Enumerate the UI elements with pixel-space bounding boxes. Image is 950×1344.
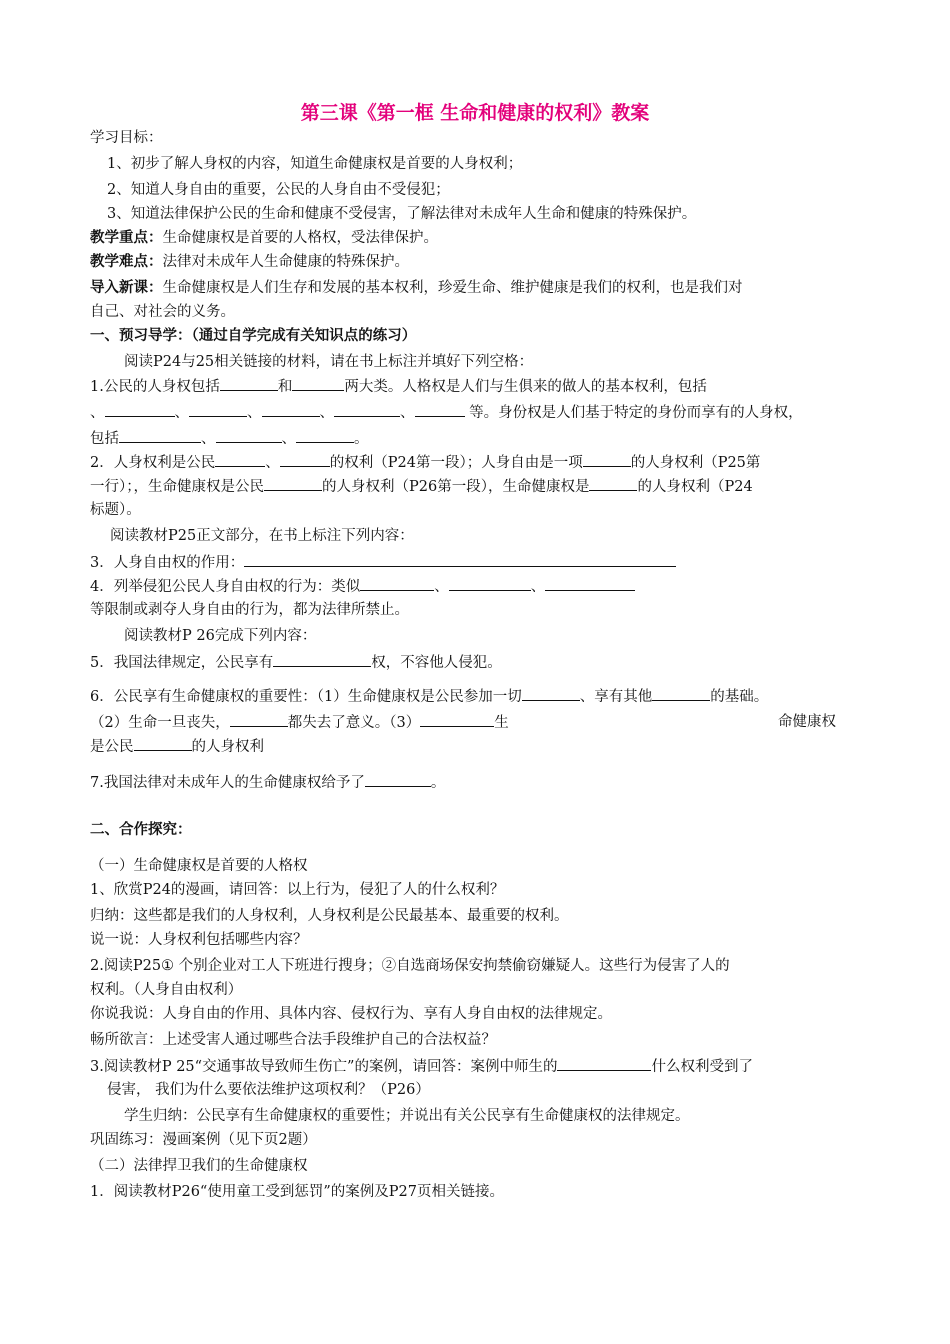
- section2-last-line: 1．阅读教材P26“使用童工受到惩罚”的案例及P27页相关链接。: [90, 1184, 504, 1200]
- blank[interactable]: [360, 576, 434, 591]
- q3-text: 3.阅读教材P 25“交通事故导致师生伤亡”的案例，请回答：案例中师生的: [90, 1059, 558, 1075]
- blank[interactable]: [365, 772, 431, 787]
- q1-text: 两大类。人格权是人们与生俱来的做人的基本权利，包括: [344, 379, 707, 395]
- objective-item-1: 1、初步了解人身权的内容，知道生命健康权是首要的人身权利；: [107, 156, 523, 172]
- blank[interactable]: [545, 576, 635, 591]
- question-7: [90, 772, 445, 793]
- question-6-line-2: [90, 712, 509, 733]
- intro-label: 导入新课：: [90, 280, 163, 296]
- blank[interactable]: [296, 428, 354, 443]
- q2-text: 一行）；，生命健康权是公民: [90, 479, 264, 495]
- reading-instruction-2: 阅读教材P25正文部分，在书上标注下列内容：: [110, 528, 414, 544]
- blank[interactable]: [415, 402, 465, 417]
- question-1-line-2: [90, 402, 803, 423]
- section2-heading: 二、合作探究：: [90, 822, 192, 838]
- blank[interactable]: [522, 686, 580, 701]
- question-2-line-1: [90, 452, 760, 473]
- blank[interactable]: [280, 452, 330, 467]
- blank[interactable]: [334, 402, 400, 417]
- blank[interactable]: [262, 402, 320, 417]
- section2-line: 你说我说：人身自由的作用、具体内容、侵权行为、享有人身自由权的法律规定。: [90, 1006, 612, 1022]
- q1-text: 和: [277, 379, 293, 395]
- section2-line: 1、欣赏P24的漫画，请回答：以上行为，侵犯了人的什么权利？: [90, 882, 505, 898]
- q1-text: 。: [354, 431, 369, 447]
- q5-text: 权，不容他人侵犯。: [371, 655, 502, 671]
- question-4-line-2: 等限制或剥夺人身自由的行为，都为法律所禁止。: [90, 602, 409, 618]
- q6-text: 的人身权利: [191, 739, 264, 755]
- q3-text: 什么权利受到了: [651, 1059, 753, 1075]
- blank[interactable]: [264, 476, 322, 491]
- blank[interactable]: [230, 712, 288, 727]
- difficulty: [90, 252, 409, 272]
- blank[interactable]: [420, 712, 494, 727]
- section1-heading: 一、预习导学：（通过自学完成有关知识点的练习）: [90, 328, 417, 344]
- blank[interactable]: [273, 652, 371, 667]
- key-point-text: 生命健康权是首要的人格权，受法律保护。: [162, 230, 438, 246]
- blank[interactable]: [216, 428, 282, 443]
- section2-line: 归纳：这些都是我们的人身权利，人身权利是公民最基本、最重要的权利。: [90, 908, 569, 924]
- question-5: [90, 652, 502, 673]
- blank[interactable]: [449, 576, 531, 591]
- section2-line: 2.阅读P25① 个别企业对工人下班进行搜身；②自选商场保安拘禁偷窃嫌疑人。这些行为侵害了人的: [90, 958, 730, 974]
- intro-line-2: 自己、对社会的义务。: [90, 304, 235, 320]
- blank[interactable]: [134, 736, 192, 751]
- section2-line: 权利。（人身自由权利）: [90, 982, 243, 998]
- key-point-label: 教学重点：: [90, 230, 163, 246]
- question-6-line-3: [90, 736, 264, 757]
- q1-text: 等。身份权是人们基于特定的身份而享有的人身权，: [464, 405, 803, 421]
- q6-text: 生: [494, 715, 509, 731]
- question-2-line-2: [90, 476, 753, 497]
- q1-text: 、: [247, 405, 262, 421]
- blank[interactable]: [105, 402, 175, 417]
- section2-sub2: （二）法律捍卫我们的生命健康权: [90, 1158, 308, 1174]
- difficulty-text: 法律对未成年人生命健康的特殊保护。: [162, 254, 409, 270]
- reading-instruction-3: 阅读教材P 26完成下列内容：: [124, 628, 317, 644]
- q1-text: 、: [174, 405, 189, 421]
- intro: [90, 278, 743, 298]
- q2-text: 、: [265, 455, 280, 471]
- difficulty-label: 教学难点：: [90, 254, 163, 270]
- document-title: 第三课《第一框 生命和健康的权利》教案: [300, 102, 650, 124]
- section2-line: 畅所欲言：上述受害人通过哪些合法手段维护自己的合法权益？: [90, 1032, 496, 1048]
- key-point: [90, 228, 438, 248]
- q7-text: 。: [430, 775, 446, 791]
- blank[interactable]: [189, 402, 247, 417]
- question-3: [90, 552, 676, 573]
- q6-text: （2）生命一旦丧失，: [90, 715, 230, 731]
- q1-text: 包括: [90, 431, 119, 447]
- practice: 巩固练习：漫画案例（见下页2题）: [90, 1132, 317, 1148]
- section2-question-3-line-2: 侵害， 我们为什么要依法维护这项权利？（P26）: [107, 1082, 430, 1098]
- q6-text: 、享有其他: [579, 689, 653, 705]
- q1-text: 、: [319, 405, 334, 421]
- section2-sub1: （一）生命健康权是首要的人格权: [90, 858, 308, 874]
- q6-text: 是公民: [90, 739, 134, 755]
- q2-text: 的权利（P24第一段）；人身自由是一项: [329, 455, 583, 471]
- question-6-line-1: [90, 686, 768, 707]
- question-1-line-3: [90, 428, 369, 449]
- objectives-label: 学习目标：: [90, 130, 163, 146]
- q4-text: 、: [434, 579, 449, 595]
- q6-text: 的基础。: [710, 689, 769, 705]
- reading-instruction-1: 阅读P24与25相关链接的材料，请在书上标注并填好下列空格：: [124, 354, 534, 370]
- blank[interactable]: [244, 552, 676, 567]
- blank[interactable]: [119, 428, 201, 443]
- blank[interactable]: [215, 452, 265, 467]
- blank[interactable]: [220, 376, 278, 391]
- q1-text: 、: [201, 431, 216, 447]
- q1-text: 、: [400, 405, 415, 421]
- blank[interactable]: [583, 452, 631, 467]
- question-4-line-1: [90, 576, 635, 597]
- objective-item-2: 2、知道人身自由的重要，公民的人身自由不受侵犯；: [107, 182, 450, 198]
- section2-question-3-line-1: [90, 1056, 753, 1077]
- question-1-line-1: [90, 376, 707, 397]
- blank[interactable]: [557, 1056, 651, 1071]
- intro-line-1: 生命健康权是人们生存和发展的基本权利，珍爱生命、维护健康是我们的权利，也是我们对: [162, 280, 743, 296]
- question-2-line-3: 标题）。: [90, 502, 141, 518]
- q7-text: 7.我国法律对未成年人的生命健康权给予了: [90, 775, 365, 791]
- q3-text: 3．人身自由权的作用：: [90, 555, 245, 571]
- section2-line: 说一说：人身权利包括哪些内容？: [90, 932, 308, 948]
- q4-text: 、: [530, 579, 546, 595]
- question-6-line-2-end: 命健康权: [778, 714, 836, 730]
- q1-text: 、: [90, 405, 105, 421]
- blank[interactable]: [652, 686, 710, 701]
- blank[interactable]: [292, 376, 344, 391]
- q1-text: 、: [281, 431, 296, 447]
- q6-text: 6．公民享有生命健康权的重要性：（1）生命健康权是公民参加一切: [90, 689, 522, 705]
- q2-text: 2．人身权利是公民: [90, 455, 216, 471]
- objective-item-3: 3、知道法律保护公民的生命和健康不受侵害，了解法律对未成年人生命和健康的特殊保护。: [107, 206, 697, 222]
- q1-text: 1.公民的人身权包括: [90, 379, 220, 395]
- q5-text: 5．我国法律规定，公民享有: [90, 655, 274, 671]
- q2-text: 的人身权利（P25第: [630, 455, 761, 471]
- blank[interactable]: [589, 476, 637, 491]
- q2-text: 的人身权利（P24: [637, 479, 753, 495]
- student-summary: 学生归纳：公民享有生命健康权的重要性；并说出有关公民享有生命健康权的法律规定。: [124, 1108, 690, 1124]
- q4-text: 4．列举侵犯公民人身自由权的行为：类似: [90, 579, 361, 595]
- q2-text: 的人身权利（P26第一段），生命健康权是: [322, 479, 590, 495]
- q6-text: 都失去了意义。（3）: [287, 715, 421, 731]
